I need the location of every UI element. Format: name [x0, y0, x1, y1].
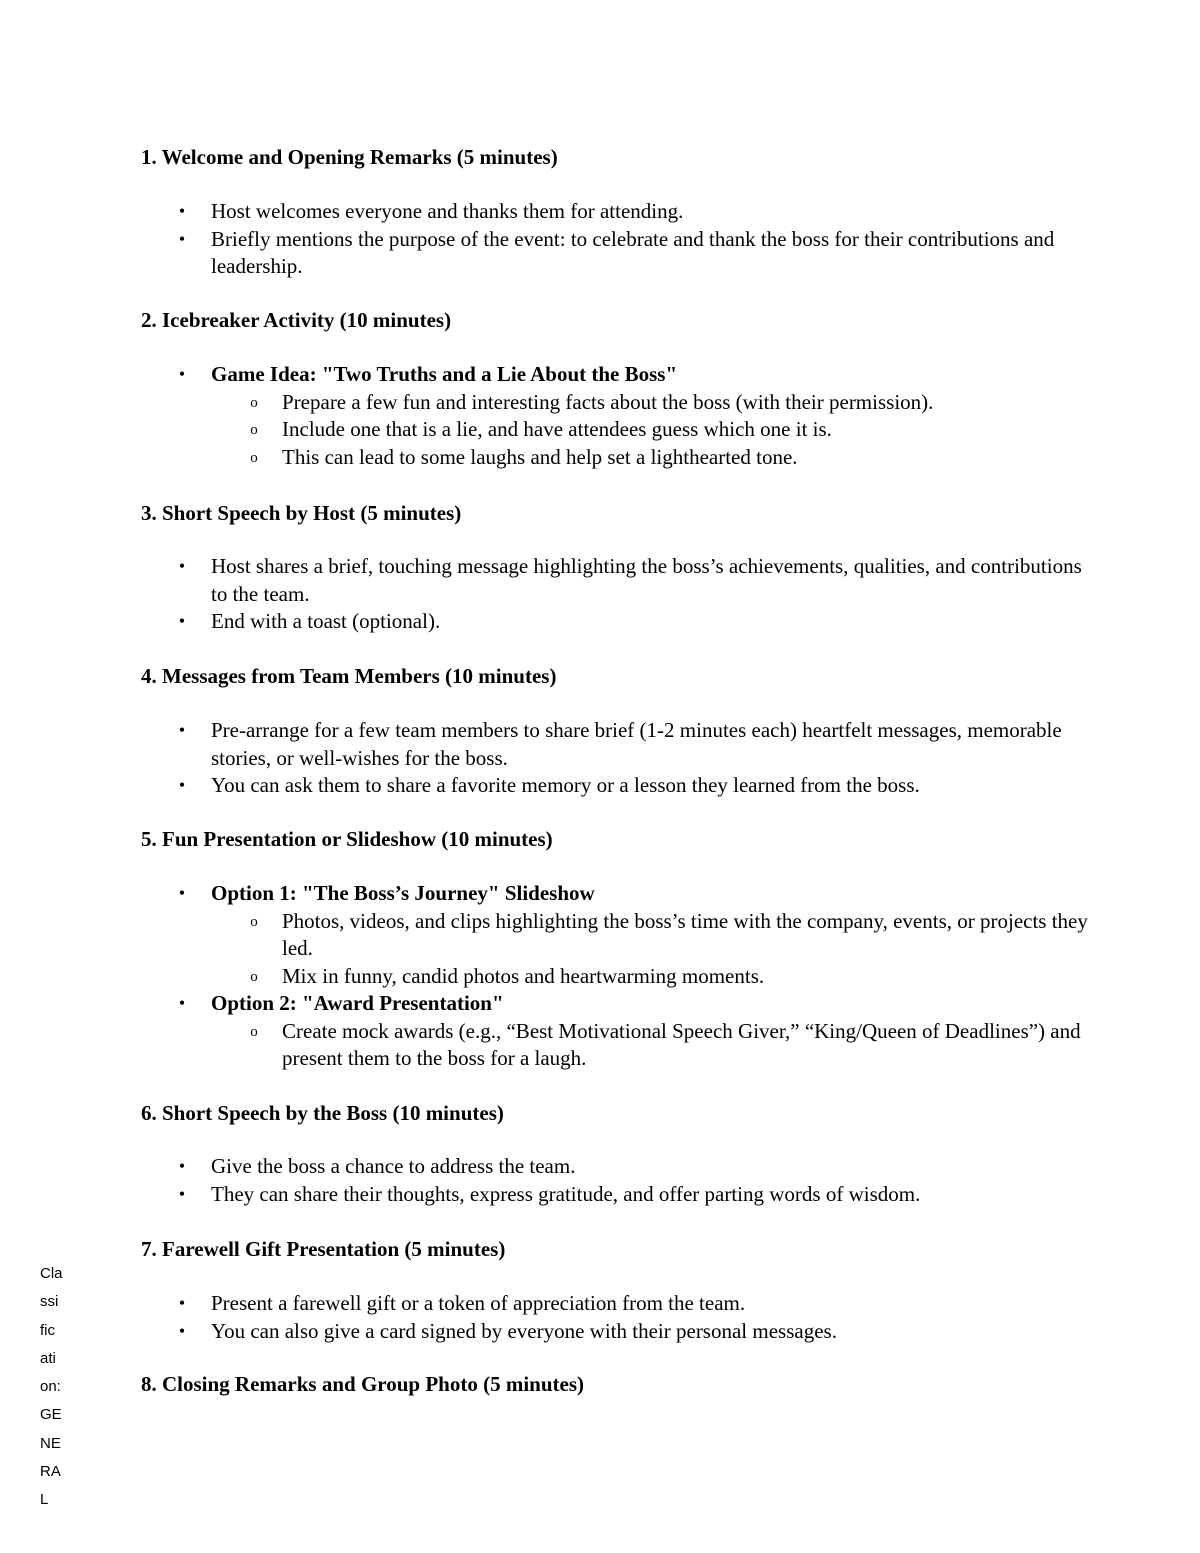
list-item — [141, 1318, 1101, 1346]
sub-bullet-icon: o — [250, 968, 258, 985]
sub-list-item-text: Prepare a few fun and interesting facts about the boss (with their permission). — [282, 389, 934, 414]
list-item-text: You can ask them to share a favorite memory or a lesson they learned from the boss. — [211, 773, 920, 797]
bullet-icon: • — [178, 364, 186, 384]
bullet-list — [141, 1290, 1101, 1345]
sub-list-item-text: Mix in funny, candid photos and heartwarming moments. — [282, 963, 765, 988]
sub-list-item — [211, 963, 1101, 991]
sub-list — [211, 389, 1101, 472]
bullet-list — [141, 880, 1101, 1073]
section-5 — [141, 825, 1101, 1073]
bullet-icon: • — [178, 883, 186, 903]
bullet-icon: • — [178, 1183, 186, 1204]
classification-line: fic — [40, 1321, 55, 1339]
section-heading: 7. Farewell Gift Presentation (5 minutes) — [141, 1237, 506, 1261]
sub-list-item — [211, 444, 1101, 472]
sub-bullet-icon: o — [250, 913, 258, 930]
list-item — [141, 1290, 1101, 1318]
bullet-list — [141, 553, 1101, 636]
sub-list — [211, 1018, 1101, 1073]
classification-line: L — [40, 1491, 49, 1509]
bullet-icon: • — [178, 1293, 186, 1313]
sub-bullet-icon: o — [250, 422, 258, 438]
section-4 — [141, 662, 1101, 800]
bullet-icon: • — [178, 201, 186, 221]
sub-bullet-icon: o — [250, 449, 258, 466]
classification-line: GE — [40, 1406, 62, 1424]
section-3 — [141, 499, 1101, 636]
list-item — [141, 361, 1101, 471]
bullet-icon: • — [178, 993, 186, 1013]
sub-list-item — [211, 908, 1101, 963]
list-item — [141, 198, 1101, 226]
list-item-text: You can also give a card signed by everyone with their personal messages. — [211, 1318, 837, 1343]
list-item-text: Option 2: "Award Presentation" — [211, 991, 504, 1015]
sub-list — [211, 908, 1101, 991]
classification-line: ati — [40, 1349, 56, 1367]
list-item-text: Pre-arrange for a few team members to share brief (1-2 minutes each) heartfelt messages, memorable stories, or well-wishes for the boss. — [211, 718, 1062, 770]
section-6 — [141, 1099, 1101, 1208]
section-heading: 6. Short Speech by the Boss (10 minutes) — [141, 1101, 504, 1125]
bullet-list — [141, 717, 1101, 800]
list-item — [141, 1181, 1101, 1209]
bullet-list — [141, 198, 1101, 281]
list-item — [141, 1153, 1101, 1181]
sub-list-item — [211, 1018, 1101, 1073]
bullet-list — [141, 1153, 1101, 1208]
list-item — [141, 226, 1101, 281]
bullet-icon: • — [178, 1156, 186, 1176]
sub-list-item — [211, 416, 1101, 444]
classification-line: RA — [40, 1463, 61, 1481]
section-heading: 8. Closing Remarks and Group Photo (5 minutes) — [141, 1372, 584, 1396]
section-heading: 3. Short Speech by Host (5 minutes) — [141, 501, 462, 525]
list-item-text: Host shares a brief, touching message highlighting the boss’s achievements, qualities, and contributions to the team. — [211, 554, 1082, 606]
bullet-icon: • — [178, 556, 186, 576]
list-item-text: Present a farewell gift or a token of appreciation from the team. — [211, 1291, 746, 1315]
bullet-icon: • — [178, 775, 186, 795]
classification-label — [40, 1260, 80, 1515]
list-item — [141, 553, 1101, 608]
bullet-icon: • — [178, 1320, 186, 1341]
list-item — [141, 990, 1101, 1073]
list-item-text: End with a toast (optional). — [211, 609, 441, 633]
list-item-text: They can share their thoughts, express gratitude, and offer parting words of wisdom. — [211, 1181, 921, 1206]
sub-list-item-text: Create mock awards (e.g., “Best Motivational Speech Giver,” “King/Queen of Deadlines”) and present them to the boss for a laugh. — [282, 1018, 1081, 1070]
sub-list-item-text: Include one that is a lie, and have attendees guess which one it is. — [282, 417, 832, 441]
list-item — [141, 880, 1101, 990]
list-item-text: Give the boss a chance to address the team. — [211, 1154, 576, 1178]
sub-bullet-icon: o — [250, 394, 258, 411]
list-item-text: Game Idea: "Two Truths and a Lie About the Boss" — [211, 362, 678, 386]
list-item-text: Option 1: "The Boss’s Journey" Slideshow — [211, 881, 595, 905]
list-item — [141, 608, 1101, 636]
sub-list-item-text: This can lead to some laughs and help set a lighthearted tone. — [282, 444, 798, 469]
sub-list-item-text: Photos, videos, and clips highlighting the boss’s time with the company, events, or projects they led. — [282, 908, 1088, 960]
section-7 — [141, 1235, 1101, 1345]
section-heading: 2. Icebreaker Activity (10 minutes) — [141, 308, 452, 332]
bullet-icon: • — [178, 720, 186, 740]
bullet-icon: • — [178, 228, 186, 249]
classification-line: ssi — [40, 1293, 59, 1311]
classification-line: Cla — [40, 1265, 63, 1282]
section-heading: 4. Messages from Team Members (10 minutes) — [141, 664, 557, 688]
section-8 — [141, 1370, 1101, 1398]
sub-bullet-icon: o — [250, 1023, 258, 1040]
section-2 — [141, 306, 1101, 471]
list-item — [141, 772, 1101, 800]
section-heading: 5. Fun Presentation or Slideshow (10 minutes) — [141, 827, 553, 851]
sub-list-item — [211, 389, 1101, 417]
bullet-list — [141, 361, 1101, 471]
section-1 — [141, 143, 1101, 281]
classification-line: on: — [40, 1378, 61, 1396]
list-item — [141, 717, 1101, 772]
bullet-icon: • — [178, 611, 186, 631]
list-item-text: Briefly mentions the purpose of the event: to celebrate and thank the boss for their contributions and leadership. — [211, 226, 1055, 278]
list-item-text: Host welcomes everyone and thanks them for attending. — [211, 199, 684, 223]
classification-line: NE — [40, 1434, 61, 1452]
section-heading: 1. Welcome and Opening Remarks (5 minutes) — [141, 145, 558, 169]
